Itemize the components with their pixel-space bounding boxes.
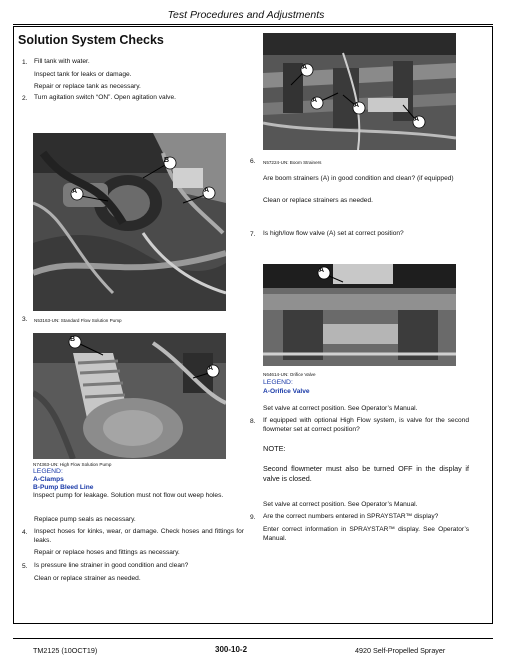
step-3-remedy: Replace pump seals as necessary.: [34, 516, 136, 523]
legend-title: LEGEND:: [33, 468, 63, 475]
step-9-remedy: Enter correct information in SPRAYSTAR™ display. See Operator’s Manual.: [263, 526, 469, 542]
note-text: Second flowmeter must also be turned OFF in the display if valve is closed.: [263, 464, 469, 483]
step-9-text: Are the correct numbers entered in SPRAYSTAR™ display?: [263, 513, 439, 520]
step-5-text: Is pressure line strainer in good condition and clean?: [34, 562, 189, 569]
step-2-number: 2.: [22, 95, 28, 102]
high-flow-pump-photo: [33, 333, 226, 459]
step-6-number: 6.: [250, 158, 256, 165]
footer-rule: [13, 638, 493, 639]
step-1-remedy: Repair or replace tank as necessary.: [34, 83, 141, 90]
callout-a-label: A: [354, 102, 360, 109]
step-4-remedy: Repair or replace hoses and fittings as necessary.: [34, 549, 180, 556]
callout-b-label: B: [70, 336, 76, 343]
boom-strainers-caption: N57224-UN: Boom Strainers: [263, 160, 322, 165]
step-6-remedy: Clean or replace strainers as needed.: [263, 197, 373, 204]
callout-a-label: A: [208, 365, 214, 372]
step-7-text: Is high/low flow valve (A) set at correct position?: [263, 230, 404, 237]
legend-item-clamps: A-Clamps: [33, 476, 64, 483]
step-4-text: Inspect hoses for kinks, wear, or damage. Check hoses and fittings for leaks.: [34, 528, 244, 544]
callout-a-label: A: [319, 267, 325, 274]
legend-item-bleed-line: B-Pump Bleed Line: [33, 484, 94, 491]
step-1-number: 1.: [22, 59, 28, 66]
header-rule: [13, 24, 493, 25]
footer-page-number: 300-10-2: [215, 645, 248, 654]
callout-a-label: A: [414, 116, 420, 123]
section-title: Solution System Checks: [18, 33, 164, 47]
legend-title: LEGEND:: [263, 379, 293, 386]
step-6-text: Are boom strainers (A) in good condition and clean? (if equipped): [263, 175, 454, 182]
footer-model: 4920 Self-Propelled Sprayer: [355, 646, 446, 655]
step-4-number: 4.: [22, 529, 28, 536]
boom-strainers-photo: [263, 33, 456, 150]
footer-doc-id: TM2125 (10OCT19): [33, 646, 98, 655]
step-7-number: 7.: [250, 231, 256, 238]
callout-b-label: B: [164, 157, 170, 164]
legend-item-orifice-valve: A-Orifice Valve: [263, 388, 310, 395]
standard-flow-pump-photo: [33, 133, 226, 311]
step-8-remedy: Set valve at correct position. See Operator’s Manual.: [263, 501, 418, 508]
step-2-text: Turn agitation switch “ON”. Open agitation valve.: [34, 94, 176, 101]
step-1-text: Fill tank with water.: [34, 58, 90, 65]
orifice-valve-caption: N64614-UN: Orifice Valve: [263, 372, 316, 377]
step-3-text: Inspect pump for leakage. Solution must not flow out weep holes.: [33, 492, 224, 499]
step-5-remedy: Clean or replace strainer as needed.: [34, 575, 141, 582]
step-9-number: 9.: [250, 514, 256, 521]
callout-a-label: A: [72, 188, 78, 195]
step-8-text: If equipped with optional High Flow system, is valve for the second flowmeter set at correct position?: [263, 417, 469, 433]
step-7-remedy: Set valve at correct position. See Operator’s Manual.: [263, 405, 418, 412]
step-5-number: 5.: [22, 563, 28, 570]
high-flow-pump-caption: N74363-UN: High Flow Solution Pump: [33, 462, 112, 467]
step-8-number: 8.: [250, 418, 256, 425]
step-3-number: 3.: [22, 316, 28, 323]
callout-a-label: A: [312, 97, 318, 104]
orifice-valve-photo: [263, 264, 456, 366]
note-label: NOTE:: [263, 444, 286, 453]
callout-a-label: A: [204, 187, 210, 194]
step-1-check: Inspect tank for leaks or damage.: [34, 71, 132, 78]
standard-pump-caption: N53163-UN: Standard Flow Solution Pump: [34, 318, 122, 323]
callout-a-label: A: [302, 64, 308, 71]
page-header-title: Test Procedures and Adjustments: [167, 9, 325, 21]
